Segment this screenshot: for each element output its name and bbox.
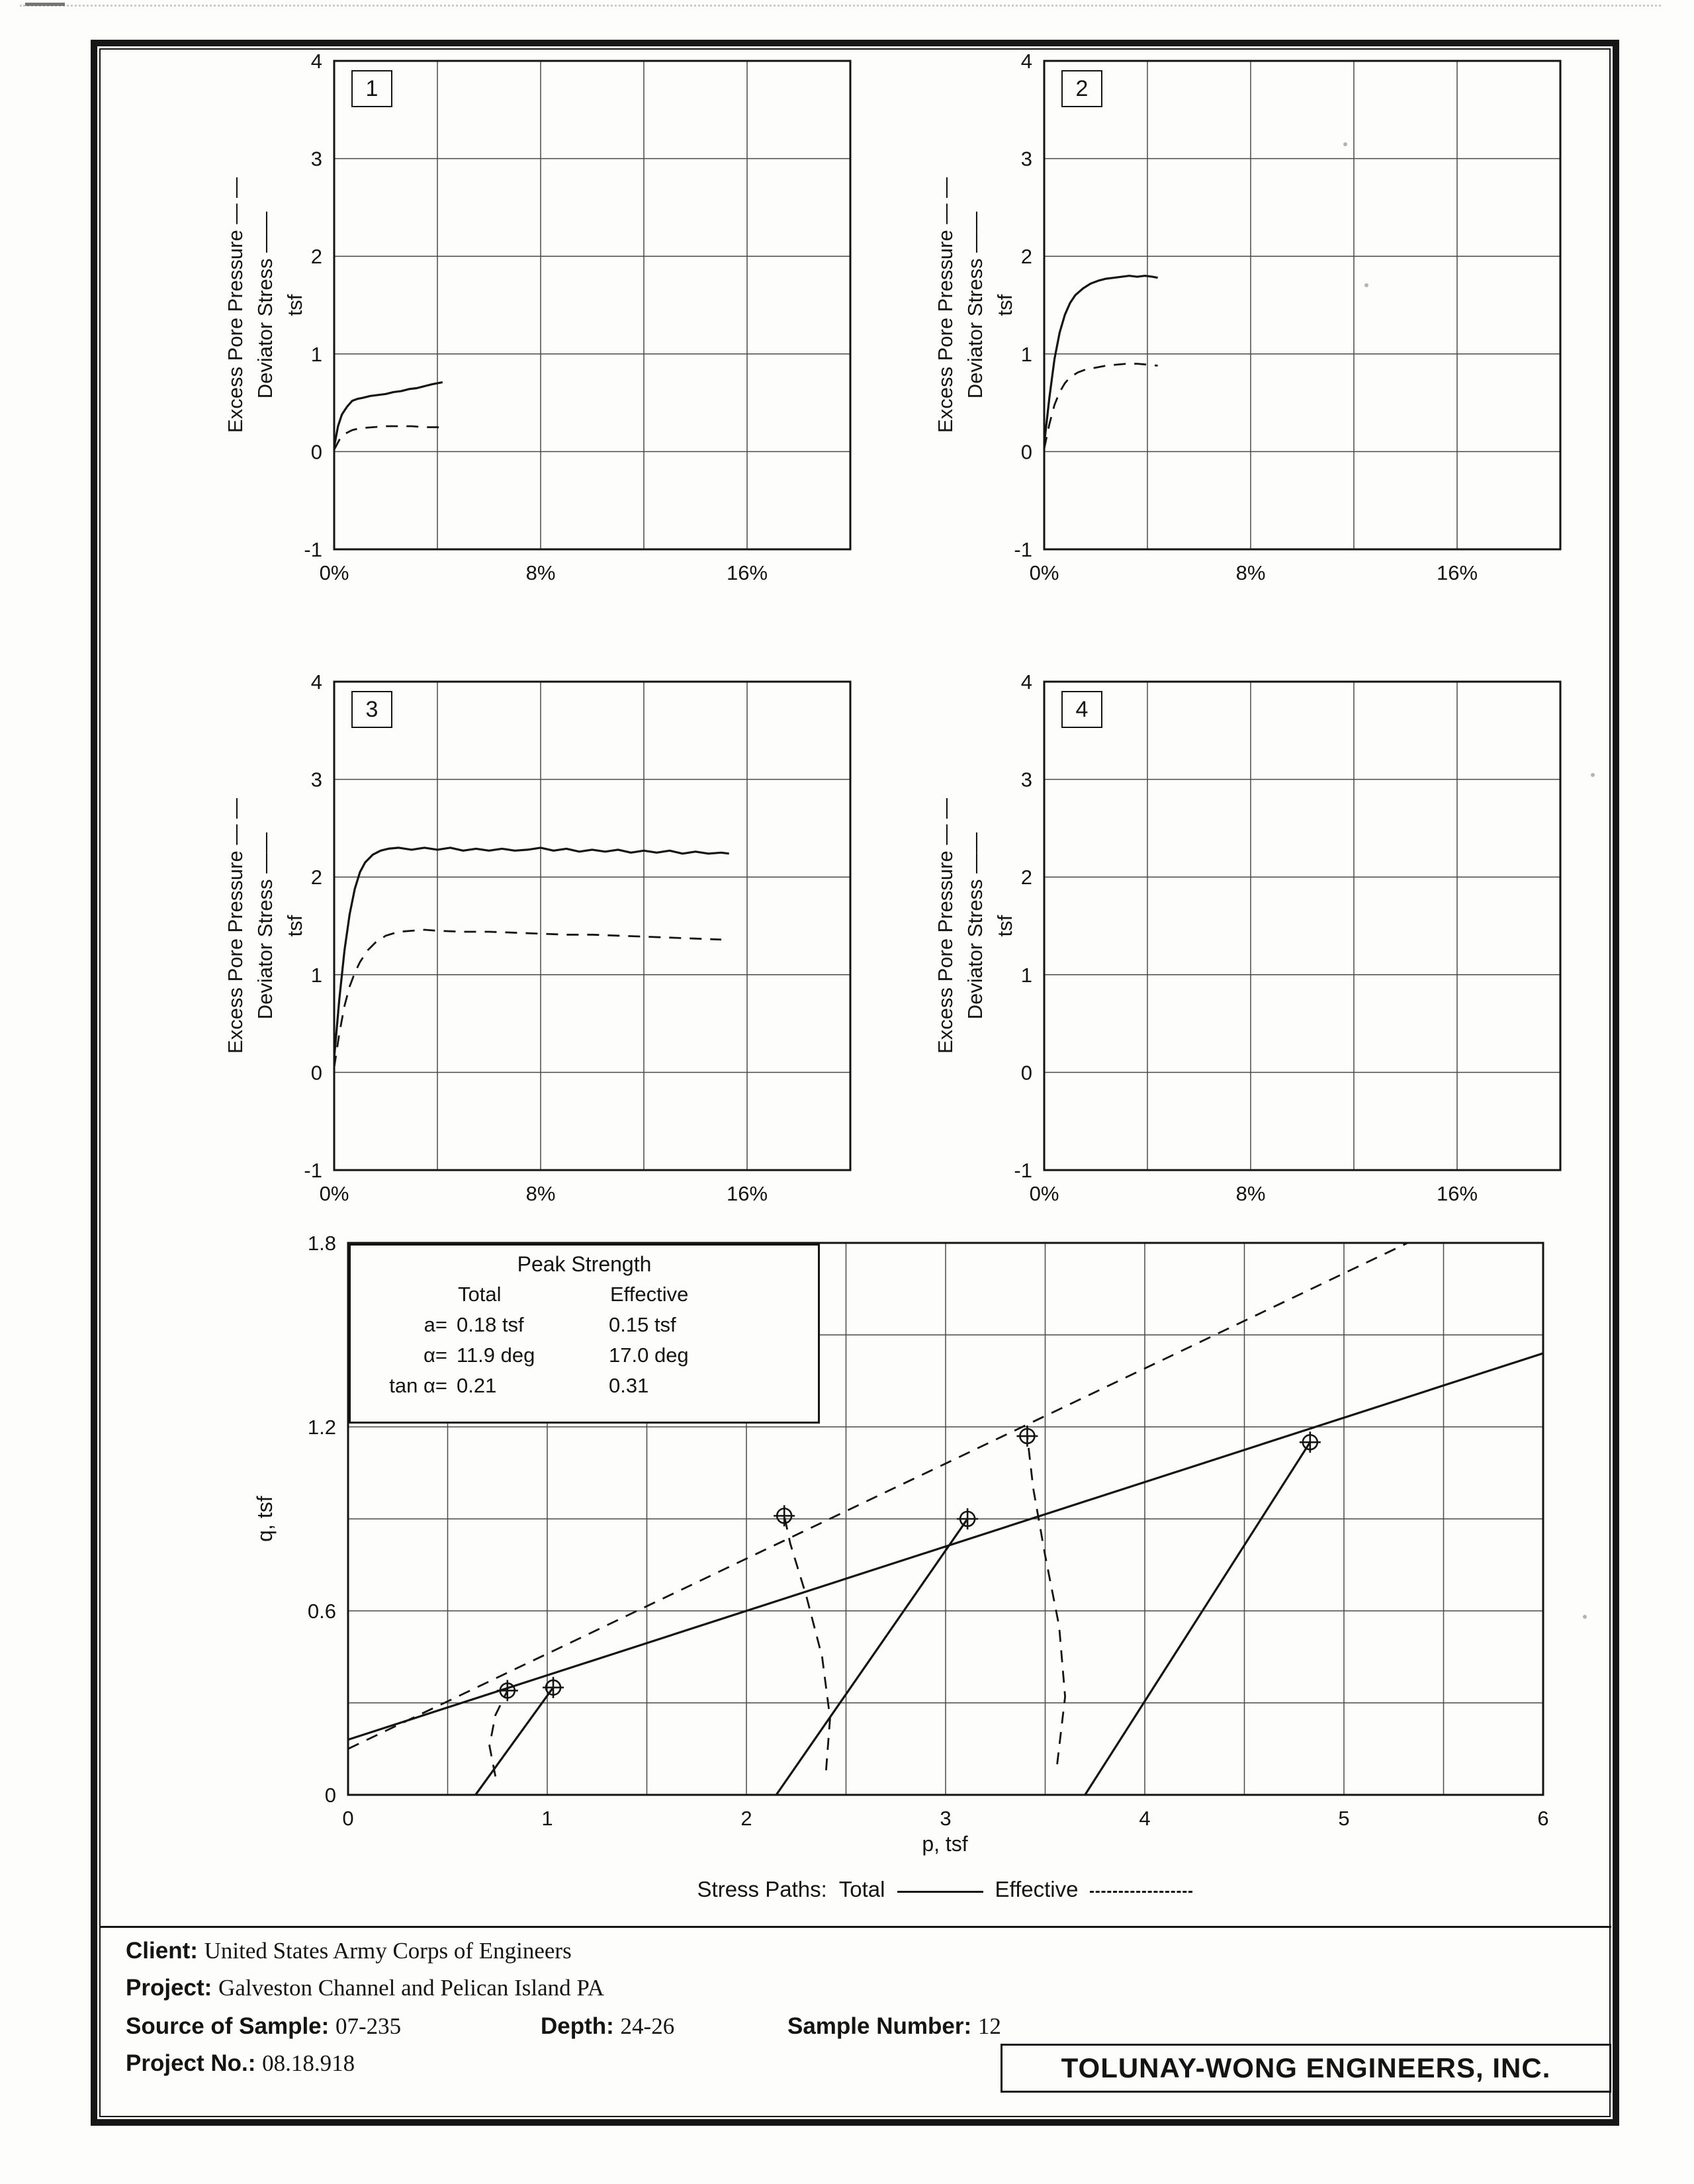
- svg-text:2: 2: [1020, 866, 1032, 889]
- svg-text:4: 4: [1139, 1807, 1151, 1830]
- stress-path-legend: [548, 1877, 1342, 1902]
- peak-alpha-effective: 17.0 deg: [609, 1343, 689, 1367]
- project-number-label: Project No.:: [126, 2050, 256, 2076]
- project-value: Galveston Channel and Pelican Island PA: [218, 1975, 604, 2001]
- specimen-2-canvas: [1014, 50, 1560, 584]
- svg-text:1: 1: [1020, 342, 1032, 366]
- peak-strength-table: [349, 1244, 820, 1424]
- svg-text:1: 1: [310, 963, 322, 987]
- peak-empty-cell: [351, 1279, 457, 1310]
- specimen-4-canvas: [1014, 670, 1560, 1205]
- svg-text:0%: 0%: [319, 561, 349, 584]
- company-name-box: TOLUNAY-WONG ENGINEERS, INC.: [1001, 2044, 1611, 2093]
- svg-text:0.6: 0.6: [307, 1600, 336, 1623]
- project-number-value: 08.18.918: [262, 2050, 355, 2076]
- svg-text:1.8: 1.8: [307, 1232, 336, 1255]
- svg-text:5: 5: [1338, 1807, 1350, 1830]
- chart-number-box: 3: [351, 691, 392, 728]
- svg-text:2: 2: [310, 866, 322, 889]
- y-axis-label-pore: Excess Pore Pressure — —: [933, 798, 957, 1054]
- y-axis-label-units: tsf: [283, 915, 306, 937]
- svg-text:-1: -1: [304, 1159, 322, 1182]
- svg-text:1: 1: [541, 1807, 553, 1830]
- dashed-line-sample: [1090, 1891, 1192, 1893]
- strain-chart-2: [1014, 50, 1560, 584]
- strain-chart-3: [304, 670, 850, 1205]
- depth: [541, 2013, 674, 2040]
- specimen-1-canvas: [304, 50, 850, 584]
- source-value: 07-235: [335, 2013, 402, 2039]
- chart-1-y-axis-label: [215, 61, 314, 549]
- sample-number: [787, 2013, 1001, 2040]
- source-label: Source of Sample:: [126, 2013, 330, 2039]
- y-axis-label-deviator: Deviator Stress ——: [963, 832, 987, 1020]
- svg-text:8%: 8%: [525, 1182, 556, 1205]
- peak-a-effective: 0.15 tsf: [609, 1313, 676, 1336]
- svg-text:0: 0: [310, 440, 322, 464]
- peak-param-a: a=: [424, 1313, 447, 1336]
- y-axis-label-deviator: Deviator Stress ——: [963, 211, 987, 399]
- depth-value: 24-26: [620, 2013, 675, 2039]
- specimen-3-canvas: [304, 670, 850, 1205]
- client-value: United States Army Corps of Engineers: [204, 1938, 572, 1964]
- pq-chart-x-axis-label: p, tsf: [922, 1832, 968, 1856]
- svg-text:6: 6: [1537, 1807, 1549, 1830]
- peak-tan-alpha-total: 0.21: [457, 1374, 497, 1397]
- scan-artifact-line: [20, 5, 1661, 7]
- legend-total-label: Total: [838, 1877, 885, 1901]
- svg-text:8%: 8%: [525, 561, 556, 584]
- svg-text:4: 4: [1020, 670, 1032, 694]
- svg-text:3: 3: [310, 768, 322, 792]
- svg-text:4: 4: [310, 50, 322, 73]
- peak-param-alpha: α=: [423, 1343, 447, 1367]
- source-of-sample: [126, 2013, 401, 2040]
- svg-text:2: 2: [740, 1807, 752, 1830]
- svg-text:-1: -1: [304, 538, 322, 561]
- peak-col-header-effective: Effective: [610, 1283, 689, 1306]
- peak-alpha-total: 11.9 deg: [457, 1343, 535, 1367]
- svg-text:-1: -1: [1014, 538, 1032, 561]
- client-row: [126, 1938, 572, 1964]
- project-number: [126, 2050, 355, 2077]
- scan-artifact-mark: [25, 3, 65, 6]
- svg-text:16%: 16%: [1436, 561, 1478, 584]
- strain-chart-1: [304, 50, 850, 584]
- svg-text:4: 4: [310, 670, 322, 694]
- svg-text:16%: 16%: [726, 561, 768, 584]
- y-axis-label-units: tsf: [283, 294, 306, 316]
- peak-param-tan-alpha: tan α=: [389, 1374, 447, 1397]
- pq-chart-y-axis-label: q, tsf: [252, 1496, 277, 1542]
- svg-text:2: 2: [310, 245, 322, 269]
- chart-3-y-axis-label: [215, 682, 314, 1170]
- sample-number-value: 12: [977, 2013, 1001, 2039]
- project-label: Project:: [126, 1975, 212, 2001]
- y-axis-label-pore: Excess Pore Pressure — —: [933, 177, 957, 433]
- svg-text:1: 1: [1020, 963, 1032, 987]
- depth-label: Depth:: [541, 2013, 614, 2039]
- chart-number-box: 1: [351, 70, 392, 107]
- svg-text:0: 0: [324, 1784, 336, 1807]
- svg-text:0: 0: [310, 1061, 322, 1085]
- legend-prefix: Stress Paths:: [697, 1877, 827, 1901]
- legend-effective-label: Effective: [995, 1877, 1079, 1901]
- svg-text:16%: 16%: [1436, 1182, 1478, 1205]
- svg-text:2: 2: [1020, 245, 1032, 269]
- footer-divider: [101, 1926, 1611, 1928]
- peak-tan-alpha-effective: 0.31: [609, 1374, 649, 1397]
- peak-a-total: 0.18 tsf: [457, 1313, 524, 1336]
- chart-4-y-axis-label: [925, 682, 1024, 1170]
- sample-number-label: Sample Number:: [787, 2013, 972, 2039]
- svg-text:1.2: 1.2: [307, 1416, 336, 1439]
- svg-text:0%: 0%: [319, 1182, 349, 1205]
- peak-col-header-total: Total: [458, 1283, 502, 1306]
- solid-line-sample: [897, 1891, 983, 1893]
- svg-text:3: 3: [1020, 768, 1032, 792]
- svg-text:1: 1: [310, 342, 322, 366]
- peak-strength-title: Peak Strength: [517, 1252, 652, 1276]
- svg-text:8%: 8%: [1235, 1182, 1266, 1205]
- svg-text:0: 0: [342, 1807, 354, 1830]
- svg-text:16%: 16%: [726, 1182, 768, 1205]
- svg-text:3: 3: [940, 1807, 952, 1830]
- svg-text:3: 3: [1020, 147, 1032, 171]
- svg-text:0: 0: [1020, 440, 1032, 464]
- svg-text:0%: 0%: [1029, 1182, 1059, 1205]
- y-axis-label-pore: Excess Pore Pressure — —: [223, 177, 247, 433]
- svg-text:3: 3: [310, 147, 322, 171]
- svg-text:0%: 0%: [1029, 561, 1059, 584]
- strain-chart-4: [1014, 670, 1560, 1205]
- svg-text:4: 4: [1020, 50, 1032, 73]
- client-label: Client:: [126, 1938, 198, 1964]
- chart-number-box: 4: [1061, 691, 1102, 728]
- y-axis-label-deviator: Deviator Stress ——: [253, 211, 277, 399]
- y-axis-label-deviator: Deviator Stress ——: [253, 832, 277, 1020]
- y-axis-label-units: tsf: [993, 294, 1016, 316]
- chart-number-box: 2: [1061, 70, 1102, 107]
- project-row: [126, 1975, 604, 2001]
- chart-2-y-axis-label: [925, 61, 1024, 549]
- svg-text:0: 0: [1020, 1061, 1032, 1085]
- svg-text:8%: 8%: [1235, 561, 1266, 584]
- y-axis-label-pore: Excess Pore Pressure — —: [223, 798, 247, 1054]
- svg-text:-1: -1: [1014, 1159, 1032, 1182]
- y-axis-label-units: tsf: [993, 915, 1016, 937]
